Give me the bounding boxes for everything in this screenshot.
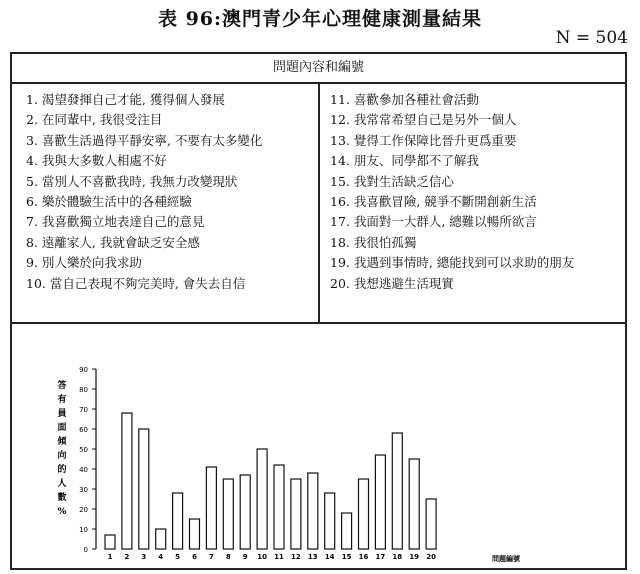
- list-item: 11. 喜歡參加各種社會活動: [330, 92, 479, 107]
- y-tick-label: 0: [83, 546, 88, 554]
- list-item: 4. 我與大多數人相處不好: [26, 153, 167, 169]
- x-tick-label: 20: [426, 553, 436, 561]
- y-tick-label: 90: [79, 366, 88, 374]
- x-tick-label: 1: [107, 553, 113, 561]
- bar-8: [223, 479, 233, 549]
- bar-16: [359, 479, 369, 549]
- list-item: 14. 朋友、同學都不了解我: [330, 153, 479, 169]
- x-tick-label: 11: [274, 553, 284, 561]
- list-item: 12. 我常常希望自己是另外一個人: [330, 112, 517, 128]
- y-tick-label: 40: [79, 466, 88, 474]
- bar-1: [105, 535, 115, 549]
- bar-15: [342, 513, 352, 549]
- bar-4: [156, 529, 166, 549]
- column-divider: [318, 82, 320, 322]
- y-tick-label: 60: [79, 426, 88, 434]
- bar-5: [173, 493, 183, 549]
- x-tick-label: 9: [242, 553, 248, 561]
- bar-6: [190, 519, 200, 549]
- bar-10: [257, 449, 267, 549]
- list-item: 8. 遠離家人, 我就會缺乏安全感: [26, 234, 200, 250]
- list-item: 16. 我喜歡冒險, 競爭不斷開創新生活: [330, 194, 537, 210]
- list-item: 15. 我對生活缺乏信心: [330, 173, 454, 189]
- y-tick-label: 10: [79, 526, 88, 534]
- y-axis-label-char: 傾: [57, 437, 67, 447]
- list-item: 1. 渴望發揮自己才能, 獲得個人發展: [26, 92, 225, 107]
- x-tick-label: 5: [175, 553, 181, 561]
- y-axis-label-char: 員: [57, 409, 67, 419]
- bar-7: [206, 467, 216, 549]
- chart-area: [12, 324, 625, 568]
- bar-17: [375, 455, 385, 549]
- bar-19: [409, 459, 419, 549]
- x-tick-label: 18: [392, 553, 403, 561]
- bar-2: [122, 413, 132, 549]
- y-axis-label-char: 向: [57, 451, 67, 461]
- y-axis-label-char: 答: [57, 381, 67, 391]
- x-tick-label: 16: [358, 553, 369, 561]
- list-item: 17. 我面對一大群人, 總難以暢所欲言: [330, 214, 537, 230]
- bar-3: [139, 429, 149, 549]
- list-item: 10. 當自己表現不夠完美時, 會失去自信: [26, 275, 246, 291]
- y-axis-label-char: 有: [57, 395, 67, 405]
- table-header: 問題內容和編號: [12, 54, 625, 84]
- x-tick-label: 15: [341, 553, 352, 561]
- sample-size-label: N = 504: [555, 28, 628, 48]
- x-tick-label: 3: [141, 553, 147, 561]
- x-tick-label: 2: [124, 553, 130, 561]
- y-axis-label-char: 數: [57, 493, 67, 503]
- x-tick-label: 13: [307, 553, 318, 561]
- x-tick-label: 7: [208, 553, 214, 561]
- list-item: 3. 喜歡生活過得平靜安寧, 不要有太多變化: [26, 132, 263, 148]
- list-item: 19. 我遇到事情時, 總能找到可以求助的朋友: [330, 255, 575, 271]
- y-tick-label: 20: [79, 506, 88, 514]
- x-tick-label: 19: [409, 553, 420, 561]
- y-axis-label-char: 面: [57, 423, 67, 433]
- x-tick-label: 10: [257, 553, 267, 561]
- y-axis-label-char: 人: [57, 479, 67, 489]
- survey-table: [10, 52, 627, 570]
- x-tick-label: 17: [375, 553, 386, 561]
- list-item: 9. 別人樂於向我求助: [26, 255, 142, 271]
- bar-13: [308, 473, 318, 549]
- bar-20: [426, 499, 436, 549]
- bar-chart: [12, 324, 625, 568]
- items-column-right: [330, 90, 620, 294]
- items-section: [12, 82, 625, 324]
- x-axis-label: 問題編號: [492, 555, 520, 563]
- list-item: 2. 在同輩中, 我很受注目: [26, 112, 163, 128]
- y-tick-label: 50: [79, 446, 88, 454]
- bar-12: [291, 479, 301, 549]
- list-item: 6. 樂於體驗生活中的各種經驗: [26, 194, 192, 210]
- list-item: 18. 我很怕孤獨: [330, 234, 417, 250]
- list-item: 13. 覺得工作保障比晉升更爲重要: [330, 132, 517, 148]
- y-tick-label: 80: [79, 386, 88, 394]
- list-item: 7. 我喜歡獨立地表達自己的意見: [26, 214, 205, 230]
- y-tick-label: 30: [79, 486, 88, 494]
- bar-18: [392, 433, 402, 549]
- bar-14: [325, 493, 335, 549]
- x-tick-label: 14: [324, 553, 335, 561]
- items-column-left: [26, 90, 316, 294]
- page-title: 表 96:澳門青少年心理健康測量結果: [157, 8, 483, 30]
- x-tick-label: 6: [192, 553, 197, 561]
- x-tick-label: 8: [225, 553, 231, 561]
- y-axis-label-char: %: [57, 507, 67, 517]
- bar-11: [274, 465, 284, 549]
- list-item: 5. 當別人不喜歡我時, 我無力改變現狀: [26, 173, 238, 189]
- y-tick-label: 70: [79, 406, 88, 414]
- bar-9: [240, 475, 250, 549]
- x-tick-label: 12: [291, 553, 301, 561]
- list-item: 20. 我想逃避生活現實: [330, 275, 454, 291]
- x-tick-label: 4: [158, 553, 164, 561]
- y-axis-label-char: 的: [57, 465, 67, 475]
